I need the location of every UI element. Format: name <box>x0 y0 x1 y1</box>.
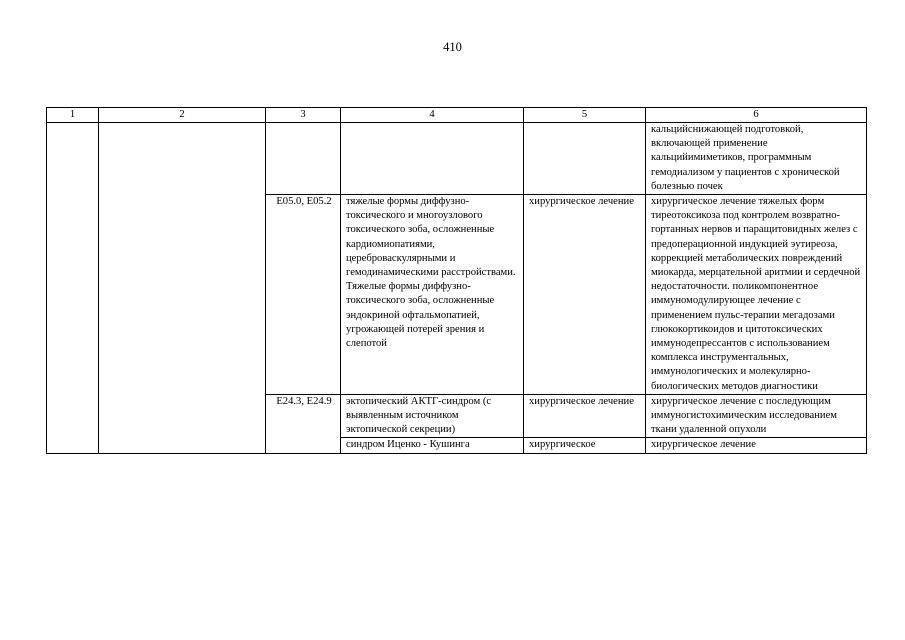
code-cell: E24.3, E24.9 <box>266 394 341 453</box>
header-col-4: 4 <box>341 108 524 123</box>
page-number: 410 <box>443 40 462 54</box>
method-cell: хирургическое лечение тяжелых форм тиреотоксикоза под контролем возвратно-гортанных нервов и паращитовидных желез с предоперационной индукцией эутиреоза, коррекцией метаболических повреждений миокарда, мерцательной аритмии и сердечной недостаточности. поликомпонентное иммуномодулирующее лечение с применением пульс-терапии мегадозами глюкокортикоидов и цитотоксических иммунодепрессантов с использованием комплекса инструментальных, иммунологических и молекулярно-биологических методов диагностики <box>646 195 867 395</box>
condition-cell: тяжелые формы диффузно-токсического и многоузлового токсического зоба, осложненные кардиомиопатиями, цереброваскулярными и гемодинамическими расстройствами. Тяжелые формы диффузно-токсического зоба, осложненные эндокриной офтальмопатией, угрожающей потерей зрения и слепотой <box>341 195 524 395</box>
condition-cell: синдром Иценко - Кушинга <box>341 438 524 453</box>
code-cell <box>266 123 341 195</box>
treatment-type-cell <box>524 123 646 195</box>
method-cell: кальцийснижающей подготовкой, включающей применение кальцийимиметиков, программным гемодиализом у пациентов с хронической болезнью почек <box>646 123 867 195</box>
table-row <box>47 123 867 195</box>
treatment-type-cell: хирургическое <box>524 438 646 453</box>
header-col-6: 6 <box>646 108 867 123</box>
condition-cell: эктопический АКТГ-синдром (с выявленным источником эктопической секреции) <box>341 394 524 438</box>
treatment-type-cell: хирургическое лечение <box>524 394 646 438</box>
header-col-3: 3 <box>266 108 341 123</box>
header-col-1: 1 <box>47 108 99 123</box>
code-cell: E05.0, E05.2 <box>266 195 341 395</box>
header-col-2: 2 <box>99 108 266 123</box>
header-row <box>47 108 867 123</box>
empty-col-1-cell <box>47 123 99 454</box>
medical-care-table <box>46 107 867 454</box>
condition-cell <box>341 123 524 195</box>
method-cell: хирургическое лечение с последующим иммуногистохимическим исследованием ткани удаленной опухоли <box>646 394 867 438</box>
treatment-type-cell: хирургическое лечение <box>524 195 646 395</box>
method-cell: хирургическое лечение <box>646 438 867 453</box>
empty-col-2-cell <box>99 123 266 454</box>
header-col-5: 5 <box>524 108 646 123</box>
